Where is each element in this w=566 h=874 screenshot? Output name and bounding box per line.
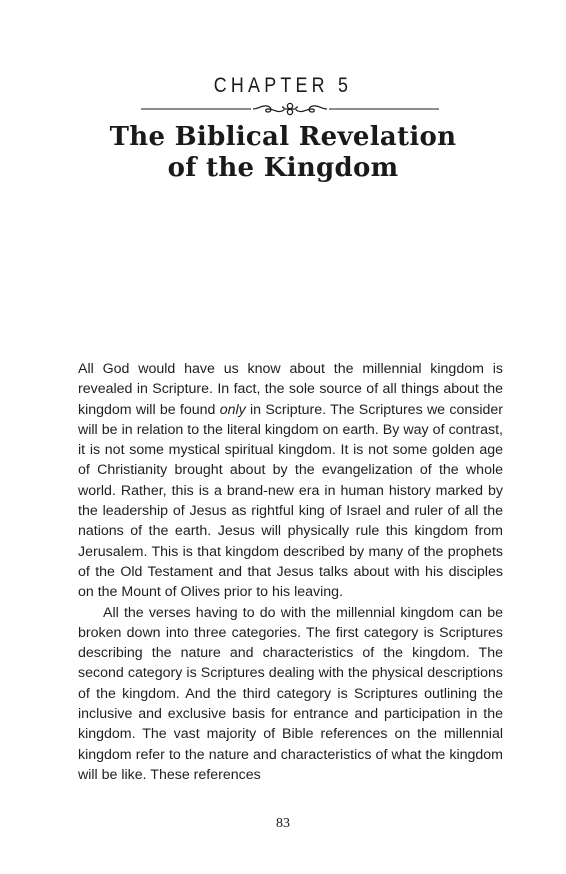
paragraph-1-part-b: in Scripture. The Scriptures we consider will be in relation to the literal kingdom on earth. By way of contrast, it is not some mystical spiritual kingdom. It is not some golden age of Christianity brought about by the evangelization of the whole world. Rather, this is a brand-new era in human history marked by the leadership of Jesus as rightful king of Israel and ruler of all the nations of the earth. Jesus will physically rule this kingdom from Jerusalem. This is that kingdom described by many of the prophets of the Old Testament and that Jesus talks about with his disciples on the Mount of Olives prior to his leaving. [78,401,503,601]
chapter-title [60,122,506,184]
paragraph-1-part-a: All God would have us know about the millennial kingdom is revealed in Scripture. In fact, the sole source of all things about the kingdom will be found [78,361,503,418]
chapter-title-line-2: of the Kingdom [167,153,399,183]
chapter-title-line-1: The Biblical Revelation [109,122,457,152]
page-number: 83 [276,816,290,831]
chapter-body [78,359,503,785]
paragraph-2: All the verses having to do with the millennial kingdom can be broken down into three categories. The first category is Scriptures describing the nature and characteristics of the kingdom. The second category is Scriptures dealing with the physical descriptions of the kingdom. And the third category is Scriptures outlining the inclusive and exclusive basis for entrance and participation in the kingdom. The vast majority of Bible references on the millennial kingdom refer to the nature and characteristics of what the kingdom will be like. These references [78,604,503,783]
emphasis-only: only [219,401,246,418]
chapter-label: CHAPTER 5 [213,74,353,97]
flourish-ornament-icon [141,101,439,117]
chapter-divider [141,101,439,117]
paragraph-1 [78,359,503,603]
